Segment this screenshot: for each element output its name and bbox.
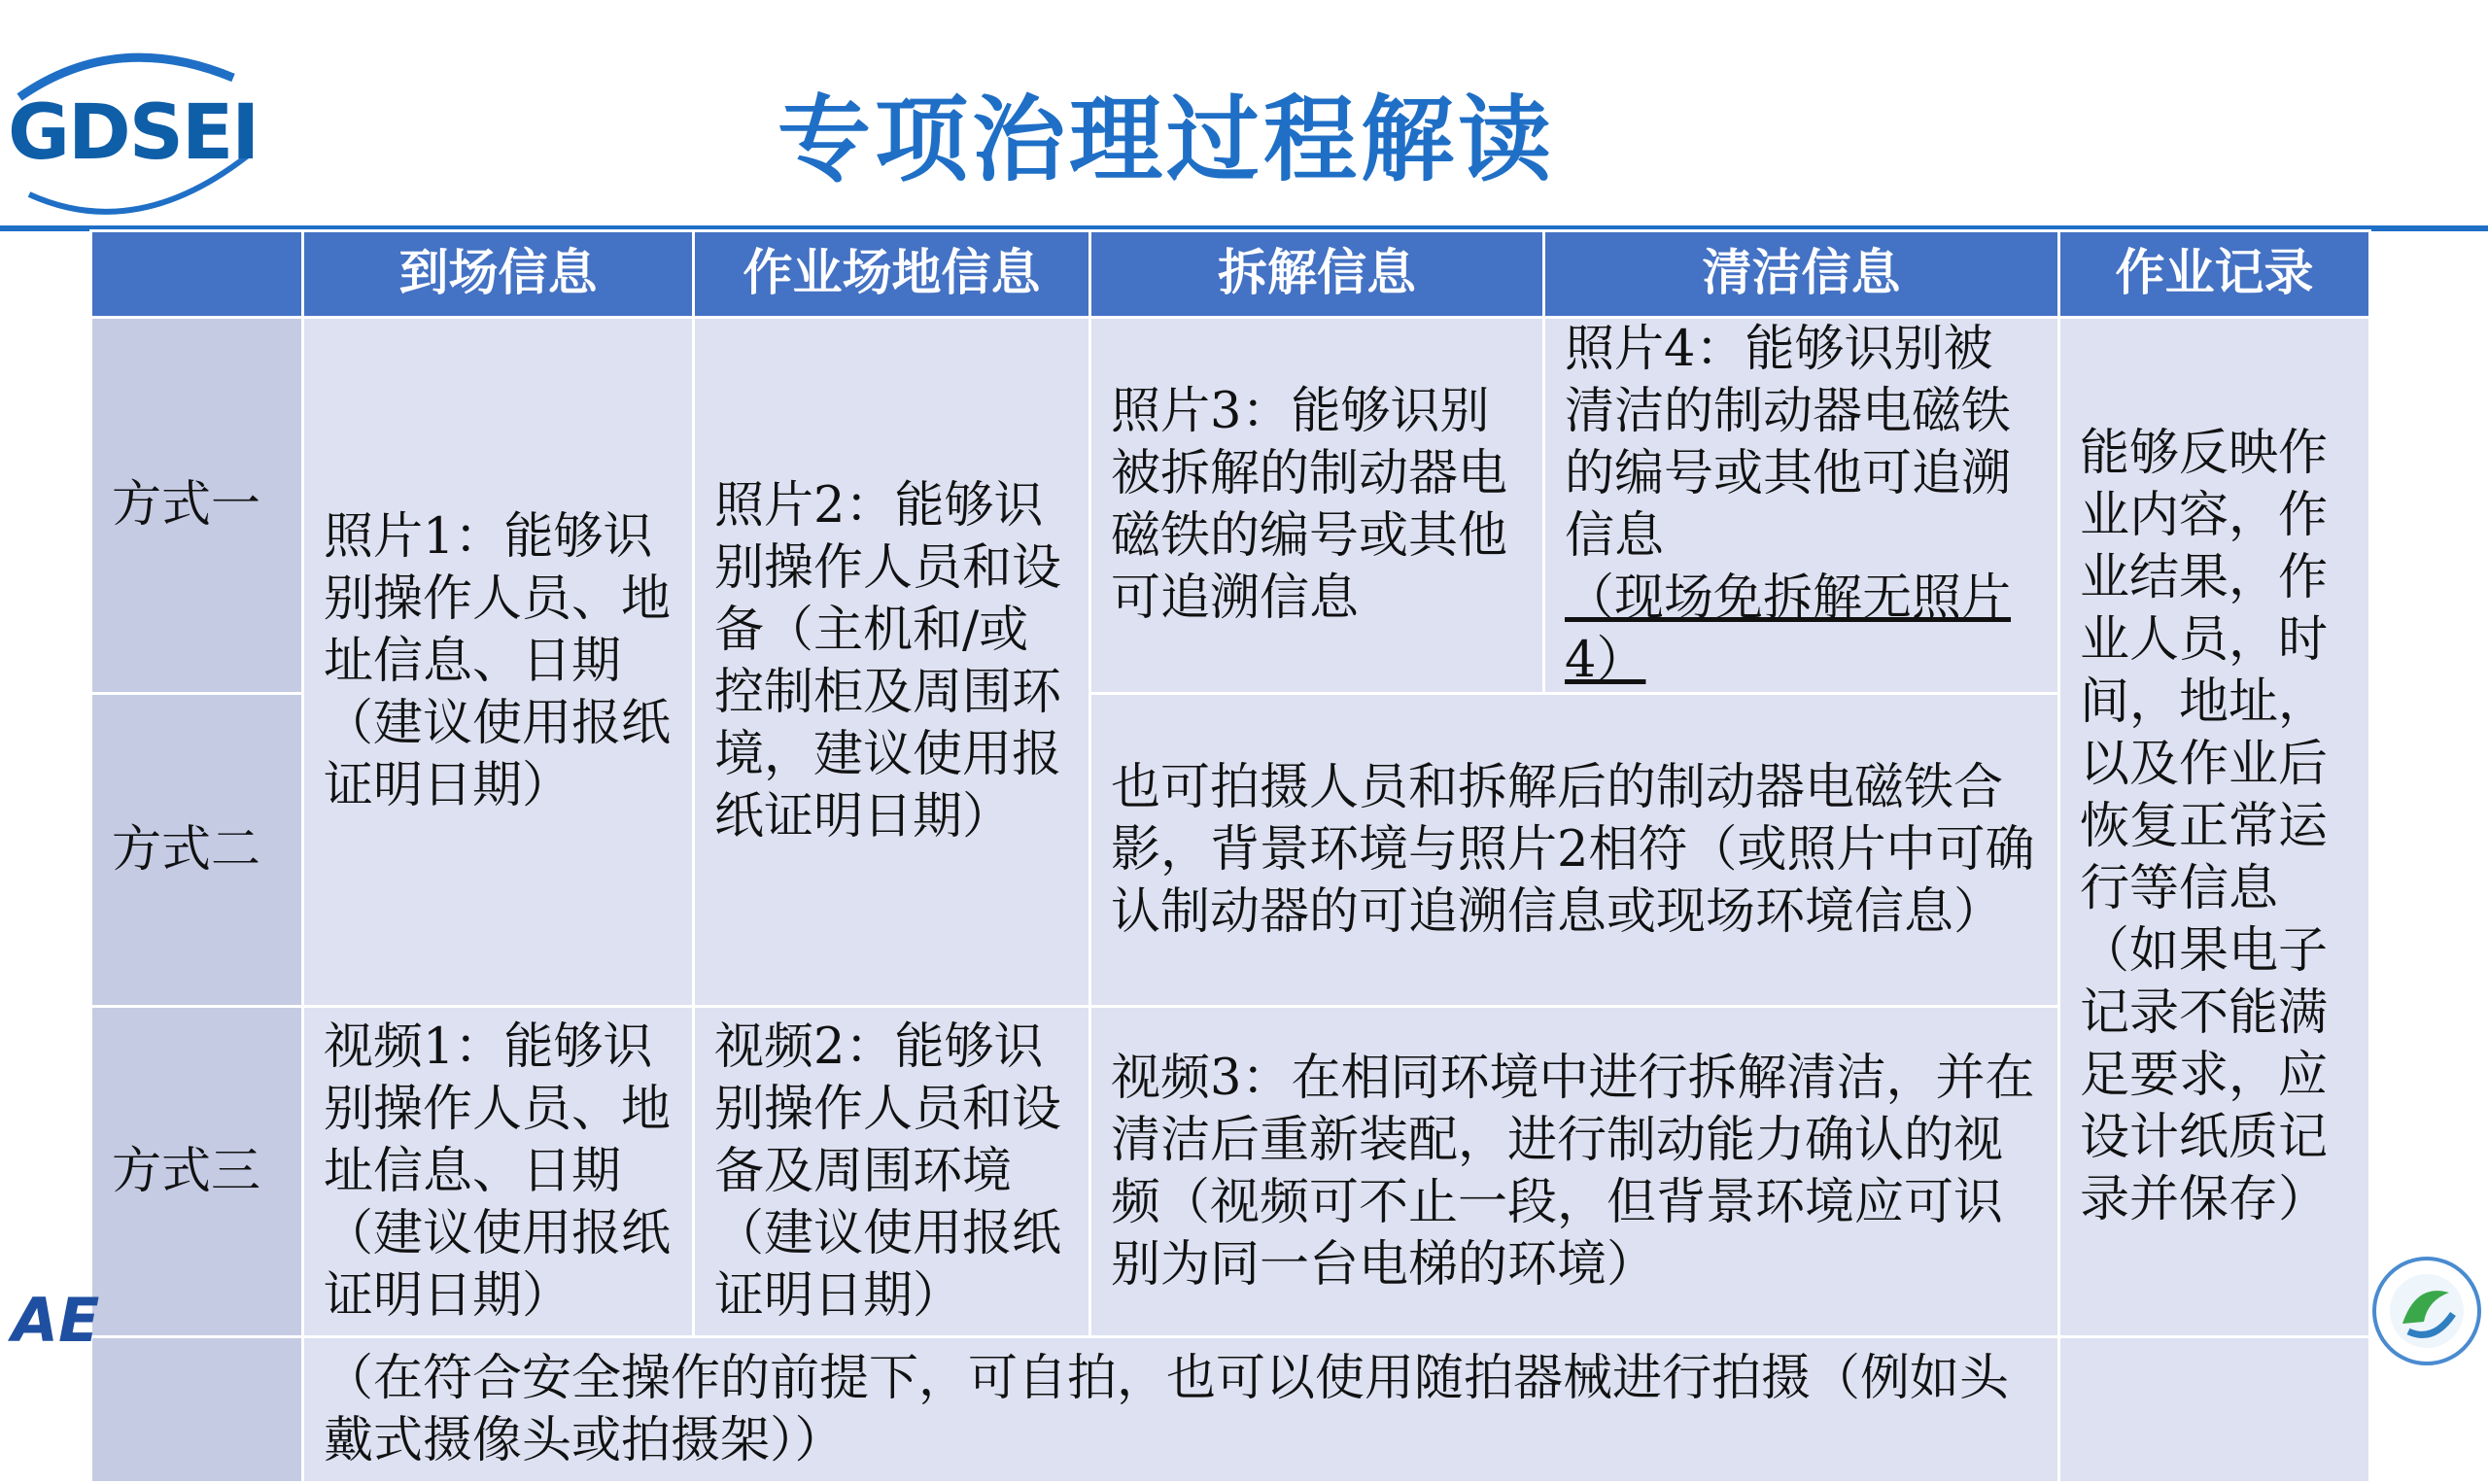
row-footer-note <box>91 1337 2370 1483</box>
header-record: 作业记录 <box>2059 231 2370 318</box>
header-cleaning: 清洁信息 <box>1544 231 2059 318</box>
footer-record-blank <box>2059 1337 2370 1483</box>
row-method-3 <box>91 1007 2370 1337</box>
video1-cell: 视频1：能够识别操作人员、地址信息、日期（建议使用报纸证明日期） <box>303 1007 694 1337</box>
process-table <box>89 229 2371 1484</box>
header-arrival: 到场信息 <box>303 231 694 318</box>
method-1-label: 方式一 <box>91 318 303 694</box>
header-site: 作业场地信息 <box>694 231 1090 318</box>
footer-blank <box>91 1337 303 1483</box>
header-disassembly: 拆解信息 <box>1090 231 1544 318</box>
photo4-cell <box>1544 318 2059 694</box>
bottom-left-logo: AE <box>12 1285 100 1356</box>
header-row <box>91 231 2370 318</box>
row-method-1 <box>91 318 2370 694</box>
institute-seal-icon <box>2369 1254 2484 1368</box>
video3-cell: 视频3：在相同环境中进行拆解清洁，并在清洁后重新装配，进行制动能力确认的视频（视频可不止一段，但背景环境应可识别为同一台电梯的环境） <box>1090 1007 2059 1337</box>
method-2-label: 方式二 <box>91 694 303 1007</box>
photo1-cell: 照片1：能够识别操作人员、地址信息、日期（建议使用报纸证明日期） <box>303 318 694 1007</box>
photo2-cell: 照片2：能够识别操作人员和设备（主机和/或控制柜及周围环境，建议使用报纸证明日期） <box>694 318 1090 1007</box>
method2-merged-cell: 也可拍摄人员和拆解后的制动器电磁铁合影，背景环境与照片2相符（或照片中可确认制动器的可追溯信息或现场环境信息） <box>1090 694 2059 1007</box>
footer-note: （在符合安全操作的前提下，可自拍，也可以使用随拍器械进行拍摄（例如头戴式摄像头或拍摄架）） <box>303 1337 2059 1483</box>
header-blank <box>91 231 303 318</box>
record-cell: 能够反映作业内容，作业结果，作业人员，时间，地址，以及作业后恢复正常运行等信息（如果电子记录不能满足要求，应设计纸质记录并保存） <box>2059 318 2370 1337</box>
logo-text: GDSEI <box>8 89 259 177</box>
photo3-cell: 照片3：能够识别被拆解的制动器电磁铁的编号或其他可追溯信息 <box>1090 318 1544 694</box>
method-3-label: 方式三 <box>91 1007 303 1337</box>
video2-cell: 视频2：能够识别操作人员和设备及周围环境（建议使用报纸证明日期） <box>694 1007 1090 1337</box>
page-title: 专项治理过程解读 <box>778 86 1555 194</box>
photo4-note: （现场免拆解无照片4） <box>1565 569 2012 689</box>
photo4-text: 照片4：能够识别被清洁的制动器电磁铁的编号或其他可追溯信息 <box>1565 321 2012 565</box>
